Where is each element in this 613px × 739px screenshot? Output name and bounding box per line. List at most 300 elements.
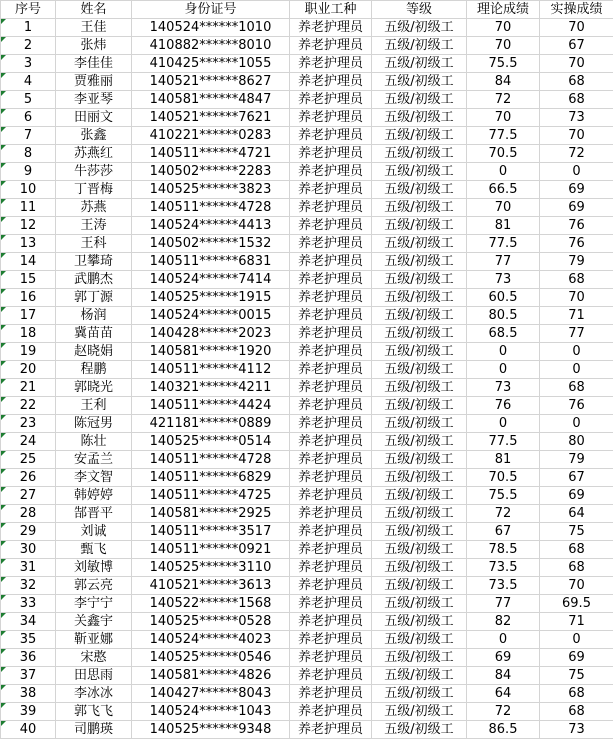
cell-name[interactable]: 赵晓娟 <box>56 343 132 361</box>
cell-level[interactable]: 五级/初级工 <box>372 73 467 91</box>
cell-level[interactable]: 五级/初级工 <box>372 289 467 307</box>
cell-practical-score[interactable]: 69 <box>540 649 613 667</box>
cell-seq[interactable]: 23 <box>1 415 56 433</box>
number-stored-as-text-indicator-icon <box>1 631 6 636</box>
cell-practical-score[interactable]: 70 <box>540 127 613 145</box>
cell-id-number[interactable]: 140511******4728 <box>132 199 290 217</box>
cell-theory-score[interactable]: 84 <box>467 667 540 685</box>
cell-name[interactable]: 田思雨 <box>56 667 132 685</box>
cell-id-number[interactable]: 410425******1055 <box>132 55 290 73</box>
cell-theory-score[interactable]: 72 <box>467 703 540 721</box>
number-stored-as-text-indicator-icon <box>1 523 6 528</box>
cell-theory-score[interactable]: 77 <box>467 595 540 613</box>
cell-theory-score[interactable]: 70.5 <box>467 469 540 487</box>
cell-practical-score[interactable]: 70 <box>540 577 613 595</box>
cell-occupation[interactable]: 养老护理员 <box>290 631 372 649</box>
number-stored-as-text-indicator-icon <box>1 91 6 96</box>
cell-practical-score[interactable]: 76 <box>540 217 613 235</box>
cell-seq[interactable]: 37 <box>1 667 56 685</box>
column-header-practical-score[interactable]: 实操成绩 <box>540 1 613 19</box>
cell-practical-score[interactable]: 77 <box>540 325 613 343</box>
cell-id-number[interactable]: 140525******0528 <box>132 613 290 631</box>
cell-seq[interactable]: 24 <box>1 433 56 451</box>
cell-name[interactable]: 宋憨 <box>56 649 132 667</box>
cell-id-number[interactable]: 140511******4725 <box>132 487 290 505</box>
cell-level[interactable]: 五级/初级工 <box>372 631 467 649</box>
cell-practical-score[interactable]: 67 <box>540 469 613 487</box>
cell-level[interactable]: 五级/初级工 <box>372 91 467 109</box>
cell-seq[interactable]: 7 <box>1 127 56 145</box>
cell-name[interactable]: 靳亚娜 <box>56 631 132 649</box>
cell-level[interactable]: 五级/初级工 <box>372 109 467 127</box>
cell-id-number[interactable]: 140502******2283 <box>132 163 290 181</box>
cell-name[interactable]: 牛莎莎 <box>56 163 132 181</box>
cell-level[interactable]: 五级/初级工 <box>372 19 467 37</box>
cell-practical-score[interactable]: 69 <box>540 487 613 505</box>
cell-level[interactable]: 五级/初级工 <box>372 577 467 595</box>
cell-seq[interactable]: 19 <box>1 343 56 361</box>
cell-id-number[interactable]: 140521******8627 <box>132 73 290 91</box>
table-row <box>1 37 613 55</box>
cell-id-number[interactable]: 140525******3823 <box>132 181 290 199</box>
table-row <box>1 343 613 361</box>
table-row <box>1 73 613 91</box>
cell-theory-score[interactable]: 76 <box>467 397 540 415</box>
cell-id-number[interactable]: 140581******2925 <box>132 505 290 523</box>
cell-id-number[interactable]: 410882******8010 <box>132 37 290 55</box>
cell-name[interactable]: 程鹏 <box>56 361 132 379</box>
cell-practical-score[interactable]: 0 <box>540 415 613 433</box>
cell-theory-score[interactable]: 70 <box>467 109 540 127</box>
cell-level[interactable]: 五级/初级工 <box>372 595 467 613</box>
cell-seq[interactable]: 6 <box>1 109 56 127</box>
cell-level[interactable]: 五级/初级工 <box>372 325 467 343</box>
cell-seq[interactable]: 10 <box>1 181 56 199</box>
cell-practical-score[interactable]: 68 <box>540 685 613 703</box>
cell-seq[interactable]: 20 <box>1 361 56 379</box>
cell-name[interactable]: 刘诚 <box>56 523 132 541</box>
cell-seq[interactable]: 12 <box>1 217 56 235</box>
cell-level[interactable]: 五级/初级工 <box>372 397 467 415</box>
cell-theory-score[interactable]: 68.5 <box>467 325 540 343</box>
cell-seq[interactable]: 32 <box>1 577 56 595</box>
cell-theory-score[interactable]: 81 <box>467 451 540 469</box>
cell-name[interactable]: 陈冠男 <box>56 415 132 433</box>
cell-practical-score[interactable]: 69 <box>540 199 613 217</box>
cell-theory-score[interactable]: 73 <box>467 379 540 397</box>
cell-occupation[interactable]: 养老护理员 <box>290 361 372 379</box>
cell-practical-score[interactable]: 68 <box>540 379 613 397</box>
cell-theory-score[interactable]: 82 <box>467 613 540 631</box>
cell-theory-score[interactable]: 64 <box>467 685 540 703</box>
cell-occupation[interactable]: 养老护理员 <box>290 199 372 217</box>
cell-id-number[interactable]: 140511******4728 <box>132 451 290 469</box>
cell-id-number[interactable]: 140511******0921 <box>132 541 290 559</box>
cell-seq[interactable]: 4 <box>1 73 56 91</box>
cell-seq[interactable]: 28 <box>1 505 56 523</box>
cell-name[interactable]: 韩婷婷 <box>56 487 132 505</box>
cell-id-number[interactable]: 140511******4112 <box>132 361 290 379</box>
cell-id-number[interactable]: 140511******6829 <box>132 469 290 487</box>
cell-level[interactable]: 五级/初级工 <box>372 163 467 181</box>
cell-theory-score[interactable]: 75.5 <box>467 487 540 505</box>
cell-theory-score[interactable]: 0 <box>467 361 540 379</box>
cell-id-number[interactable]: 140511******3517 <box>132 523 290 541</box>
cell-occupation[interactable]: 养老护理员 <box>290 577 372 595</box>
cell-name[interactable]: 王佳 <box>56 19 132 37</box>
cell-id-number[interactable]: 140524******1010 <box>132 19 290 37</box>
cell-theory-score[interactable]: 72 <box>467 505 540 523</box>
cell-seq[interactable]: 34 <box>1 613 56 631</box>
cell-occupation[interactable]: 养老护理员 <box>290 667 372 685</box>
cell-occupation[interactable]: 养老护理员 <box>290 415 372 433</box>
cell-id-number[interactable]: 140581******4847 <box>132 91 290 109</box>
cell-seq[interactable]: 25 <box>1 451 56 469</box>
cell-seq[interactable]: 8 <box>1 145 56 163</box>
cell-level[interactable]: 五级/初级工 <box>372 217 467 235</box>
cell-level[interactable]: 五级/初级工 <box>372 253 467 271</box>
cell-name[interactable]: 郭飞飞 <box>56 703 132 721</box>
cell-practical-score[interactable]: 70 <box>540 19 613 37</box>
cell-level[interactable]: 五级/初级工 <box>372 145 467 163</box>
cell-name[interactable]: 田丽文 <box>56 109 132 127</box>
cell-id-number[interactable]: 140525******3110 <box>132 559 290 577</box>
cell-theory-score[interactable]: 77.5 <box>467 127 540 145</box>
cell-id-number[interactable]: 140502******1532 <box>132 235 290 253</box>
cell-id-number[interactable]: 140521******7621 <box>132 109 290 127</box>
cell-theory-score[interactable]: 70 <box>467 199 540 217</box>
cell-level[interactable]: 五级/初级工 <box>372 685 467 703</box>
cell-name[interactable]: 司鹏瑛 <box>56 721 132 739</box>
cell-id-number[interactable]: 140581******4826 <box>132 667 290 685</box>
cell-level[interactable]: 五级/初级工 <box>372 487 467 505</box>
cell-practical-score[interactable]: 70 <box>540 289 613 307</box>
cell-occupation[interactable]: 养老护理员 <box>290 451 372 469</box>
cell-occupation[interactable]: 养老护理员 <box>290 649 372 667</box>
cell-name[interactable]: 郭云亮 <box>56 577 132 595</box>
cell-occupation[interactable]: 养老护理员 <box>290 253 372 271</box>
cell-level[interactable]: 五级/初级工 <box>372 541 467 559</box>
cell-theory-score[interactable]: 84 <box>467 73 540 91</box>
cell-theory-score[interactable]: 75.5 <box>467 55 540 73</box>
cell-occupation[interactable]: 养老护理员 <box>290 73 372 91</box>
cell-name[interactable]: 甄飞 <box>56 541 132 559</box>
number-stored-as-text-indicator-icon <box>1 199 6 204</box>
cell-seq[interactable]: 35 <box>1 631 56 649</box>
cell-practical-score[interactable]: 76 <box>540 397 613 415</box>
cell-seq[interactable]: 11 <box>1 199 56 217</box>
cell-occupation[interactable]: 养老护理员 <box>290 505 372 523</box>
cell-theory-score[interactable]: 73.5 <box>467 577 540 595</box>
cell-name[interactable]: 张炜 <box>56 37 132 55</box>
cell-level[interactable]: 五级/初级工 <box>372 379 467 397</box>
cell-practical-score[interactable]: 75 <box>540 523 613 541</box>
cell-theory-score[interactable]: 69 <box>467 649 540 667</box>
cell-id-number[interactable]: 140581******1920 <box>132 343 290 361</box>
cell-seq[interactable]: 14 <box>1 253 56 271</box>
cell-id-number[interactable]: 140524******4023 <box>132 631 290 649</box>
column-header-level[interactable]: 等级 <box>372 1 467 19</box>
cell-occupation[interactable]: 养老护理员 <box>290 469 372 487</box>
column-header-occupation[interactable]: 职业工种 <box>290 1 372 19</box>
cell-practical-score[interactable]: 69 <box>540 181 613 199</box>
cell-theory-score[interactable]: 77.5 <box>467 433 540 451</box>
cell-seq[interactable]: 22 <box>1 397 56 415</box>
cell-theory-score[interactable]: 0 <box>467 163 540 181</box>
column-header-name[interactable]: 姓名 <box>56 1 132 19</box>
cell-name[interactable]: 丁晋梅 <box>56 181 132 199</box>
cell-theory-score[interactable]: 0 <box>467 631 540 649</box>
cell-name[interactable]: 郜晋平 <box>56 505 132 523</box>
cell-theory-score[interactable]: 67 <box>467 523 540 541</box>
cell-occupation[interactable]: 养老护理员 <box>290 19 372 37</box>
table-row <box>1 307 613 325</box>
cell-seq[interactable]: 38 <box>1 685 56 703</box>
cell-id-number[interactable]: 140524******7414 <box>132 271 290 289</box>
cell-occupation[interactable]: 养老护理员 <box>290 559 372 577</box>
cell-theory-score[interactable]: 60.5 <box>467 289 540 307</box>
cell-name[interactable]: 安孟兰 <box>56 451 132 469</box>
cell-occupation[interactable]: 养老护理员 <box>290 397 372 415</box>
cell-id-number[interactable]: 140511******4721 <box>132 145 290 163</box>
cell-practical-score[interactable]: 67 <box>540 37 613 55</box>
cell-occupation[interactable]: 养老护理员 <box>290 145 372 163</box>
cell-theory-score[interactable]: 73 <box>467 271 540 289</box>
cell-level[interactable]: 五级/初级工 <box>372 559 467 577</box>
cell-theory-score[interactable]: 77.5 <box>467 235 540 253</box>
cell-occupation[interactable]: 养老护理员 <box>290 181 372 199</box>
cell-occupation[interactable]: 养老护理员 <box>290 703 372 721</box>
cell-practical-score[interactable]: 73 <box>540 109 613 127</box>
cell-name[interactable]: 陈壮 <box>56 433 132 451</box>
cell-seq[interactable]: 29 <box>1 523 56 541</box>
cell-practical-score[interactable]: 79 <box>540 451 613 469</box>
cell-practical-score[interactable]: 71 <box>540 613 613 631</box>
cell-id-number[interactable]: 140511******6831 <box>132 253 290 271</box>
cell-name[interactable]: 苏燕红 <box>56 145 132 163</box>
cell-seq[interactable]: 26 <box>1 469 56 487</box>
cell-practical-score[interactable]: 79 <box>540 253 613 271</box>
cell-occupation[interactable]: 养老护理员 <box>290 721 372 739</box>
cell-theory-score[interactable]: 70.5 <box>467 145 540 163</box>
cell-occupation[interactable]: 养老护理员 <box>290 325 372 343</box>
column-header-id-number[interactable]: 身份证号 <box>132 1 290 19</box>
cell-practical-score[interactable]: 68 <box>540 559 613 577</box>
cell-practical-score[interactable]: 0 <box>540 343 613 361</box>
cell-seq[interactable]: 40 <box>1 721 56 739</box>
cell-practical-score[interactable]: 69.5 <box>540 595 613 613</box>
cell-theory-score[interactable]: 0 <box>467 415 540 433</box>
cell-practical-score[interactable]: 0 <box>540 631 613 649</box>
cell-theory-score[interactable]: 66.5 <box>467 181 540 199</box>
cell-name[interactable]: 李宁宁 <box>56 595 132 613</box>
cell-name[interactable]: 苏燕 <box>56 199 132 217</box>
cell-theory-score[interactable]: 70 <box>467 37 540 55</box>
cell-theory-score[interactable]: 0 <box>467 343 540 361</box>
cell-level[interactable]: 五级/初级工 <box>372 127 467 145</box>
column-header-theory-score[interactable]: 理论成绩 <box>467 1 540 19</box>
cell-level[interactable]: 五级/初级工 <box>372 307 467 325</box>
cell-level[interactable]: 五级/初级工 <box>372 721 467 739</box>
cell-practical-score[interactable]: 68 <box>540 703 613 721</box>
cell-seq[interactable]: 9 <box>1 163 56 181</box>
cell-id-number[interactable]: 140511******4424 <box>132 397 290 415</box>
cell-practical-score[interactable]: 73 <box>540 721 613 739</box>
cell-practical-score[interactable]: 70 <box>540 55 613 73</box>
cell-practical-score[interactable]: 68 <box>540 271 613 289</box>
cell-name[interactable]: 王科 <box>56 235 132 253</box>
cell-name[interactable]: 王涛 <box>56 217 132 235</box>
cell-level[interactable]: 五级/初级工 <box>372 361 467 379</box>
cell-name[interactable]: 李文智 <box>56 469 132 487</box>
cell-seq[interactable]: 17 <box>1 307 56 325</box>
cell-theory-score[interactable]: 78.5 <box>467 541 540 559</box>
cell-practical-score[interactable]: 68 <box>540 541 613 559</box>
cell-level[interactable]: 五级/初级工 <box>372 181 467 199</box>
cell-id-number[interactable]: 140525******0514 <box>132 433 290 451</box>
cell-level[interactable]: 五级/初级工 <box>372 37 467 55</box>
cell-id-number[interactable]: 410221******0283 <box>132 127 290 145</box>
cell-seq[interactable]: 33 <box>1 595 56 613</box>
cell-occupation[interactable]: 养老护理员 <box>290 235 372 253</box>
cell-occupation[interactable]: 养老护理员 <box>290 307 372 325</box>
cell-id-number[interactable]: 140522******1568 <box>132 595 290 613</box>
cell-seq[interactable]: 31 <box>1 559 56 577</box>
cell-name[interactable]: 卫攀琦 <box>56 253 132 271</box>
cell-theory-score[interactable]: 77 <box>467 253 540 271</box>
cell-occupation[interactable]: 养老护理员 <box>290 523 372 541</box>
cell-occupation[interactable]: 养老护理员 <box>290 379 372 397</box>
cell-id-number[interactable]: 140427******8043 <box>132 685 290 703</box>
cell-id-number[interactable]: 140524******0015 <box>132 307 290 325</box>
cell-practical-score[interactable]: 68 <box>540 73 613 91</box>
cell-occupation[interactable]: 养老护理员 <box>290 163 372 181</box>
cell-level[interactable]: 五级/初级工 <box>372 271 467 289</box>
cell-practical-score[interactable]: 0 <box>540 361 613 379</box>
cell-occupation[interactable]: 养老护理员 <box>290 91 372 109</box>
cell-occupation[interactable]: 养老护理员 <box>290 289 372 307</box>
cell-theory-score[interactable]: 81 <box>467 217 540 235</box>
cell-id-number[interactable]: 410521******3613 <box>132 577 290 595</box>
cell-id-number[interactable]: 140428******2023 <box>132 325 290 343</box>
cell-occupation[interactable]: 养老护理员 <box>290 343 372 361</box>
cell-name[interactable]: 李亚琴 <box>56 91 132 109</box>
cell-level[interactable]: 五级/初级工 <box>372 505 467 523</box>
cell-level[interactable]: 五级/初级工 <box>372 523 467 541</box>
cell-theory-score[interactable]: 72 <box>467 91 540 109</box>
cell-seq[interactable]: 3 <box>1 55 56 73</box>
cell-seq[interactable]: 27 <box>1 487 56 505</box>
cell-seq[interactable]: 13 <box>1 235 56 253</box>
cell-practical-score[interactable]: 0 <box>540 163 613 181</box>
cell-occupation[interactable]: 养老护理员 <box>290 433 372 451</box>
cell-occupation[interactable]: 养老护理员 <box>290 487 372 505</box>
cell-practical-score[interactable]: 72 <box>540 145 613 163</box>
cell-name[interactable]: 李冰冰 <box>56 685 132 703</box>
cell-level[interactable]: 五级/初级工 <box>372 469 467 487</box>
cell-theory-score[interactable]: 86.5 <box>467 721 540 739</box>
cell-theory-score[interactable]: 70 <box>467 19 540 37</box>
cell-id-number[interactable]: 140525******9348 <box>132 721 290 739</box>
cell-name[interactable]: 冀苗苗 <box>56 325 132 343</box>
cell-level[interactable]: 五级/初级工 <box>372 649 467 667</box>
cell-id-number[interactable]: 140525******0546 <box>132 649 290 667</box>
cell-practical-score[interactable]: 80 <box>540 433 613 451</box>
cell-seq[interactable]: 15 <box>1 271 56 289</box>
cell-practical-score[interactable]: 68 <box>540 91 613 109</box>
cell-occupation[interactable]: 养老护理员 <box>290 109 372 127</box>
cell-id-number[interactable]: 140524******4413 <box>132 217 290 235</box>
cell-seq[interactable]: 36 <box>1 649 56 667</box>
cell-practical-score[interactable]: 76 <box>540 235 613 253</box>
cell-level[interactable]: 五级/初级工 <box>372 55 467 73</box>
column-header-seq[interactable]: 序号 <box>1 1 56 19</box>
cell-occupation[interactable]: 养老护理员 <box>290 37 372 55</box>
cell-level[interactable]: 五级/初级工 <box>372 199 467 217</box>
cell-practical-score[interactable]: 75 <box>540 667 613 685</box>
cell-name[interactable]: 郭丁源 <box>56 289 132 307</box>
cell-id-number[interactable]: 140321******4211 <box>132 379 290 397</box>
cell-theory-score[interactable]: 80.5 <box>467 307 540 325</box>
cell-seq[interactable]: 5 <box>1 91 56 109</box>
cell-name[interactable]: 贾雅丽 <box>56 73 132 91</box>
cell-seq[interactable]: 2 <box>1 37 56 55</box>
cell-name[interactable]: 王利 <box>56 397 132 415</box>
table-row <box>1 199 613 217</box>
cell-level[interactable]: 五级/初级工 <box>372 415 467 433</box>
cell-occupation[interactable]: 养老护理员 <box>290 271 372 289</box>
cell-seq[interactable]: 30 <box>1 541 56 559</box>
table-row <box>1 19 613 37</box>
cell-occupation[interactable]: 养老护理员 <box>290 541 372 559</box>
cell-level[interactable]: 五级/初级工 <box>372 451 467 469</box>
cell-level[interactable]: 五级/初级工 <box>372 343 467 361</box>
cell-practical-score[interactable]: 71 <box>540 307 613 325</box>
cell-occupation[interactable]: 养老护理员 <box>290 55 372 73</box>
cell-level[interactable]: 五级/初级工 <box>372 613 467 631</box>
cell-seq[interactable]: 39 <box>1 703 56 721</box>
number-stored-as-text-indicator-icon <box>1 343 6 348</box>
cell-level[interactable]: 五级/初级工 <box>372 433 467 451</box>
cell-practical-score[interactable]: 64 <box>540 505 613 523</box>
cell-occupation[interactable]: 养老护理员 <box>290 595 372 613</box>
cell-occupation[interactable]: 养老护理员 <box>290 613 372 631</box>
cell-name[interactable]: 李佳佳 <box>56 55 132 73</box>
cell-id-number[interactable]: 140525******1915 <box>132 289 290 307</box>
cell-occupation[interactable]: 养老护理员 <box>290 127 372 145</box>
cell-level[interactable]: 五级/初级工 <box>372 667 467 685</box>
cell-seq[interactable]: 1 <box>1 19 56 37</box>
cell-name[interactable]: 郭晓光 <box>56 379 132 397</box>
cell-id-number[interactable]: 140524******1043 <box>132 703 290 721</box>
cell-theory-score[interactable]: 73.5 <box>467 559 540 577</box>
cell-level[interactable]: 五级/初级工 <box>372 235 467 253</box>
cell-name[interactable]: 武鹏杰 <box>56 271 132 289</box>
number-stored-as-text-indicator-icon <box>1 307 6 312</box>
cell-occupation[interactable]: 养老护理员 <box>290 217 372 235</box>
cell-name[interactable]: 张鑫 <box>56 127 132 145</box>
cell-level[interactable]: 五级/初级工 <box>372 703 467 721</box>
cell-seq[interactable]: 16 <box>1 289 56 307</box>
cell-name[interactable]: 刘敏博 <box>56 559 132 577</box>
cell-id-number[interactable]: 421181******0889 <box>132 415 290 433</box>
number-stored-as-text-indicator-icon <box>1 505 6 510</box>
cell-seq[interactable]: 21 <box>1 379 56 397</box>
cell-name[interactable]: 关鑫宇 <box>56 613 132 631</box>
cell-occupation[interactable]: 养老护理员 <box>290 685 372 703</box>
cell-seq[interactable]: 18 <box>1 325 56 343</box>
cell-name[interactable]: 杨润 <box>56 307 132 325</box>
